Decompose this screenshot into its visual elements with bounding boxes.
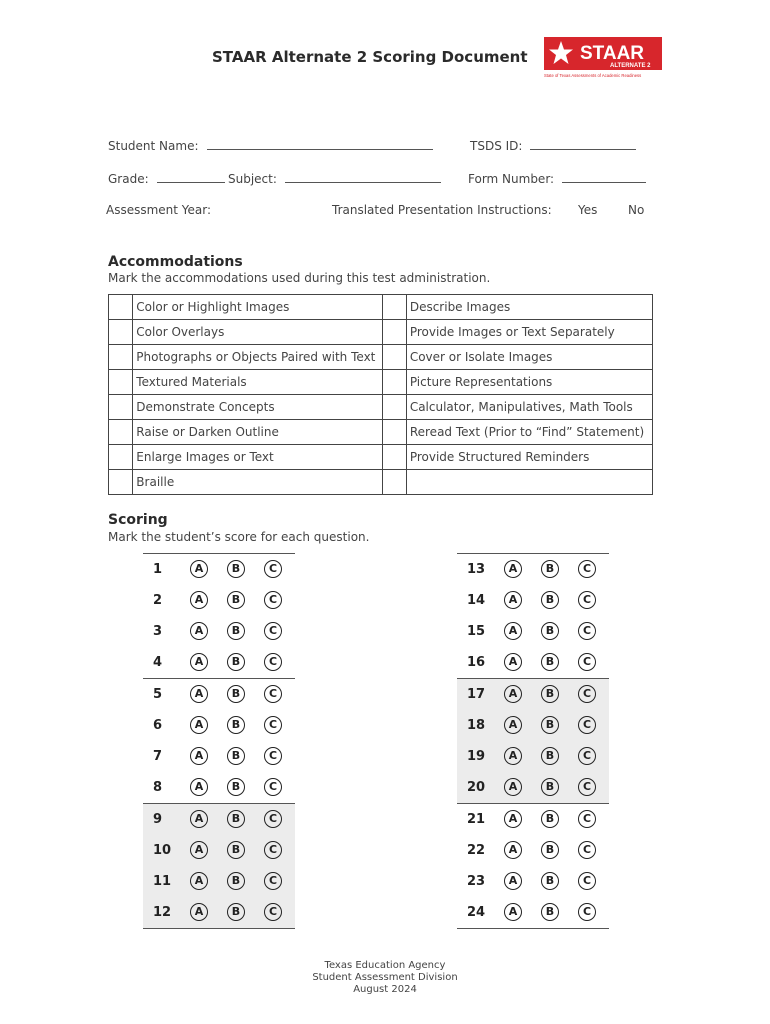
accommodation-label: Provide Images or Text Separately	[406, 320, 652, 345]
answer-bubble-c[interactable]: C	[578, 685, 596, 703]
accommodation-row	[109, 420, 653, 445]
answer-bubble-b[interactable]: B	[541, 903, 559, 921]
subject-label: Subject:	[228, 172, 277, 186]
question-number: 10	[153, 843, 172, 858]
question-number: 6	[153, 718, 163, 733]
question-row	[457, 585, 609, 616]
answer-bubble-b[interactable]: B	[227, 653, 245, 671]
question-row	[457, 678, 609, 710]
answer-bubble-b[interactable]: B	[227, 685, 245, 703]
accommodation-label: Textured Materials	[133, 370, 382, 395]
question-number: 23	[467, 874, 486, 889]
answer-bubble-c[interactable]: C	[578, 872, 596, 890]
answer-bubble-c[interactable]: C	[264, 872, 282, 890]
question-row	[143, 835, 295, 866]
answer-bubble-a[interactable]: A	[190, 747, 208, 765]
answer-bubble-a[interactable]: A	[504, 810, 522, 828]
accommodation-label: Photographs or Objects Paired with Text	[133, 345, 382, 370]
question-row	[143, 710, 295, 741]
answer-bubble-b[interactable]: B	[541, 810, 559, 828]
accommodation-checkbox[interactable]	[109, 295, 133, 320]
answer-bubble-a[interactable]: A	[190, 591, 208, 609]
question-row	[457, 803, 609, 835]
answer-bubble-b[interactable]: B	[541, 622, 559, 640]
yes-option[interactable]: Yes	[578, 203, 598, 217]
score-column-right	[457, 553, 609, 929]
accommodation-checkbox[interactable]	[109, 370, 133, 395]
grade-field[interactable]	[108, 170, 225, 186]
question-number: 18	[467, 718, 486, 733]
answer-bubble-c[interactable]: C	[264, 841, 282, 859]
assessment-year-label: Assessment Year:	[106, 203, 212, 217]
question-number: 7	[153, 749, 163, 764]
answer-bubble-c[interactable]: C	[578, 653, 596, 671]
answer-bubble-a[interactable]: A	[504, 560, 522, 578]
answer-bubble-b[interactable]: B	[227, 841, 245, 859]
question-row	[143, 616, 295, 647]
accommodation-checkbox[interactable]	[382, 320, 406, 345]
answer-bubble-c[interactable]: C	[578, 841, 596, 859]
accommodation-checkbox[interactable]	[382, 470, 406, 495]
form-number-line[interactable]	[562, 170, 646, 183]
question-number: 16	[467, 655, 486, 670]
accommodation-label	[406, 470, 652, 495]
question-row	[143, 647, 295, 678]
logo-tagline: State of Texas Assessments of Academic Readiness	[544, 73, 642, 78]
accommodation-row	[109, 320, 653, 345]
accommodation-row	[109, 470, 653, 495]
question-number: 15	[467, 624, 486, 639]
score-column-left	[143, 553, 295, 929]
question-row	[143, 897, 295, 928]
student-name-field[interactable]	[108, 137, 433, 153]
question-row	[457, 647, 609, 678]
accommodation-checkbox[interactable]	[382, 395, 406, 420]
page-title: STAAR Alternate 2 Scoring Document	[212, 48, 528, 66]
question-row	[457, 710, 609, 741]
answer-bubble-a[interactable]: A	[190, 560, 208, 578]
accommodation-label: Cover or Isolate Images	[406, 345, 652, 370]
tsds-id-label: TSDS ID:	[470, 139, 523, 153]
question-number: 5	[153, 687, 163, 702]
answer-bubble-a[interactable]: A	[504, 591, 522, 609]
accommodation-checkbox[interactable]	[382, 345, 406, 370]
question-row	[143, 585, 295, 616]
tsds-id-field[interactable]	[470, 137, 636, 153]
accommodation-checkbox[interactable]	[382, 420, 406, 445]
answer-bubble-a[interactable]: A	[190, 653, 208, 671]
answer-bubble-a[interactable]: A	[190, 841, 208, 859]
answer-bubble-c[interactable]: C	[264, 591, 282, 609]
question-number: 12	[153, 905, 172, 920]
answer-bubble-b[interactable]: B	[227, 716, 245, 734]
accommodation-checkbox[interactable]	[109, 420, 133, 445]
accommodation-checkbox[interactable]	[109, 345, 133, 370]
answer-bubble-c[interactable]: C	[264, 685, 282, 703]
accommodation-row	[109, 395, 653, 420]
accommodation-checkbox[interactable]	[109, 320, 133, 345]
answer-bubble-c[interactable]: C	[578, 716, 596, 734]
question-number: 22	[467, 843, 486, 858]
question-row	[143, 803, 295, 835]
answer-bubble-b[interactable]: B	[541, 685, 559, 703]
question-number: 24	[467, 905, 486, 920]
answer-bubble-a[interactable]: A	[190, 716, 208, 734]
answer-bubble-c[interactable]: C	[264, 747, 282, 765]
accommodation-checkbox[interactable]	[382, 370, 406, 395]
translated-label: Translated Presentation Instructions:	[332, 203, 552, 217]
accommodations-title: Accommodations	[108, 254, 243, 270]
question-number: 11	[153, 874, 172, 889]
accommodation-checkbox[interactable]	[382, 295, 406, 320]
question-number: 20	[467, 780, 486, 795]
question-number: 17	[467, 687, 486, 702]
accommodation-row	[109, 345, 653, 370]
answer-bubble-b[interactable]: B	[227, 810, 245, 828]
logo-sub: ALTERNATE 2	[610, 63, 651, 69]
answer-bubble-b[interactable]: B	[227, 778, 245, 796]
answer-bubble-b[interactable]: B	[227, 560, 245, 578]
question-row	[457, 772, 609, 803]
accommodation-checkbox[interactable]	[109, 445, 133, 470]
answer-bubble-b[interactable]: B	[541, 747, 559, 765]
question-row	[143, 772, 295, 803]
answer-bubble-a[interactable]: A	[504, 685, 522, 703]
answer-bubble-a[interactable]: A	[504, 841, 522, 859]
question-number: 1	[153, 562, 163, 577]
answer-bubble-c[interactable]: C	[578, 622, 596, 640]
footer-division: Student Assessment Division	[312, 972, 458, 983]
answer-bubble-a[interactable]: A	[504, 622, 522, 640]
answer-bubble-a[interactable]: A	[190, 622, 208, 640]
footer-agency: Texas Education Agency	[324, 960, 446, 971]
logo-text: STAAR	[580, 43, 645, 64]
question-row	[457, 616, 609, 647]
question-row	[143, 741, 295, 772]
question-number: 4	[153, 655, 163, 670]
accommodation-label: Demonstrate Concepts	[133, 395, 382, 420]
grade-label: Grade:	[108, 172, 149, 186]
answer-bubble-a[interactable]: A	[504, 778, 522, 796]
form-number-label: Form Number:	[468, 172, 555, 186]
answer-bubble-b[interactable]: B	[541, 653, 559, 671]
answer-bubble-b[interactable]: B	[227, 747, 245, 765]
question-number: 2	[153, 593, 163, 608]
question-number: 9	[153, 812, 163, 827]
accommodation-row	[109, 370, 653, 395]
accommodation-label: Enlarge Images or Text	[133, 445, 382, 470]
question-number: 19	[467, 749, 486, 764]
staar-logo	[544, 37, 662, 79]
answer-bubble-b[interactable]: B	[541, 716, 559, 734]
question-number: 14	[467, 593, 486, 608]
question-row	[457, 554, 609, 585]
accommodation-label: Reread Text (Prior to “Find” Statement)	[406, 420, 652, 445]
accommodations-subtitle: Mark the accommodations used during this test administration.	[108, 271, 491, 285]
scoring-title: Scoring	[108, 512, 168, 528]
answer-bubble-c[interactable]: C	[578, 810, 596, 828]
question-row	[143, 554, 295, 585]
answer-bubble-a[interactable]: A	[190, 903, 208, 921]
accommodation-checkbox[interactable]	[382, 445, 406, 470]
accommodation-label: Picture Representations	[406, 370, 652, 395]
answer-bubble-c[interactable]: C	[264, 653, 282, 671]
answer-bubble-c[interactable]: C	[578, 560, 596, 578]
no-option[interactable]: No	[628, 203, 645, 217]
accommodation-row	[109, 445, 653, 470]
question-row	[457, 835, 609, 866]
question-row	[457, 897, 609, 928]
answer-bubble-a[interactable]: A	[504, 872, 522, 890]
grade-line[interactable]	[157, 170, 225, 183]
accommodation-checkbox[interactable]	[109, 395, 133, 420]
student-name-label: Student Name:	[108, 139, 199, 153]
accommodation-label: Color Overlays	[133, 320, 382, 345]
answer-bubble-a[interactable]: A	[504, 747, 522, 765]
question-row	[143, 866, 295, 897]
answer-bubble-b[interactable]: B	[227, 903, 245, 921]
answer-bubble-c[interactable]: C	[264, 778, 282, 796]
footer-date: August 2024	[353, 984, 417, 995]
answer-bubble-c[interactable]: C	[578, 591, 596, 609]
accommodation-label: Braille	[133, 470, 382, 495]
accommodation-label: Provide Structured Reminders	[406, 445, 652, 470]
accommodation-label: Color or Highlight Images	[133, 295, 382, 320]
answer-bubble-b[interactable]: B	[541, 778, 559, 796]
question-row	[143, 678, 295, 710]
answer-bubble-b[interactable]: B	[227, 872, 245, 890]
accommodations-table	[108, 294, 653, 495]
answer-bubble-a[interactable]: A	[190, 810, 208, 828]
answer-bubble-c[interactable]: C	[264, 716, 282, 734]
footer	[0, 960, 770, 996]
accommodation-label: Calculator, Manipulatives, Math Tools	[406, 395, 652, 420]
answer-bubble-b[interactable]: B	[227, 591, 245, 609]
answer-bubble-a[interactable]: A	[190, 685, 208, 703]
student-name-line[interactable]	[207, 137, 433, 150]
form-number-field[interactable]	[468, 170, 646, 186]
question-row	[457, 741, 609, 772]
accommodation-checkbox[interactable]	[109, 470, 133, 495]
accommodation-label: Raise or Darken Outline	[133, 420, 382, 445]
answer-bubble-c[interactable]: C	[578, 747, 596, 765]
answer-bubble-a[interactable]: A	[190, 778, 208, 796]
answer-bubble-b[interactable]: B	[541, 841, 559, 859]
question-number: 3	[153, 624, 163, 639]
question-row	[457, 866, 609, 897]
accommodation-label: Describe Images	[406, 295, 652, 320]
question-number: 21	[467, 812, 486, 827]
answer-bubble-c[interactable]: C	[264, 622, 282, 640]
answer-bubble-b[interactable]: B	[227, 622, 245, 640]
subject-line[interactable]	[285, 170, 441, 183]
tsds-id-line[interactable]	[530, 137, 636, 150]
scoring-subtitle: Mark the student’s score for each question.	[108, 530, 370, 544]
answer-bubble-a[interactable]: A	[504, 653, 522, 671]
answer-bubble-c[interactable]: C	[578, 778, 596, 796]
question-number: 13	[467, 562, 486, 577]
answer-bubble-c[interactable]: C	[264, 810, 282, 828]
answer-bubble-a[interactable]: A	[190, 872, 208, 890]
question-number: 8	[153, 780, 163, 795]
answer-bubble-b[interactable]: B	[541, 872, 559, 890]
answer-bubble-b[interactable]: B	[541, 560, 559, 578]
answer-bubble-c[interactable]: C	[578, 903, 596, 921]
answer-bubble-a[interactable]: A	[504, 716, 522, 734]
answer-bubble-c[interactable]: C	[264, 903, 282, 921]
subject-field[interactable]	[228, 170, 441, 186]
answer-bubble-a[interactable]: A	[504, 903, 522, 921]
answer-bubble-c[interactable]: C	[264, 560, 282, 578]
accommodation-row	[109, 295, 653, 320]
answer-bubble-b[interactable]: B	[541, 591, 559, 609]
